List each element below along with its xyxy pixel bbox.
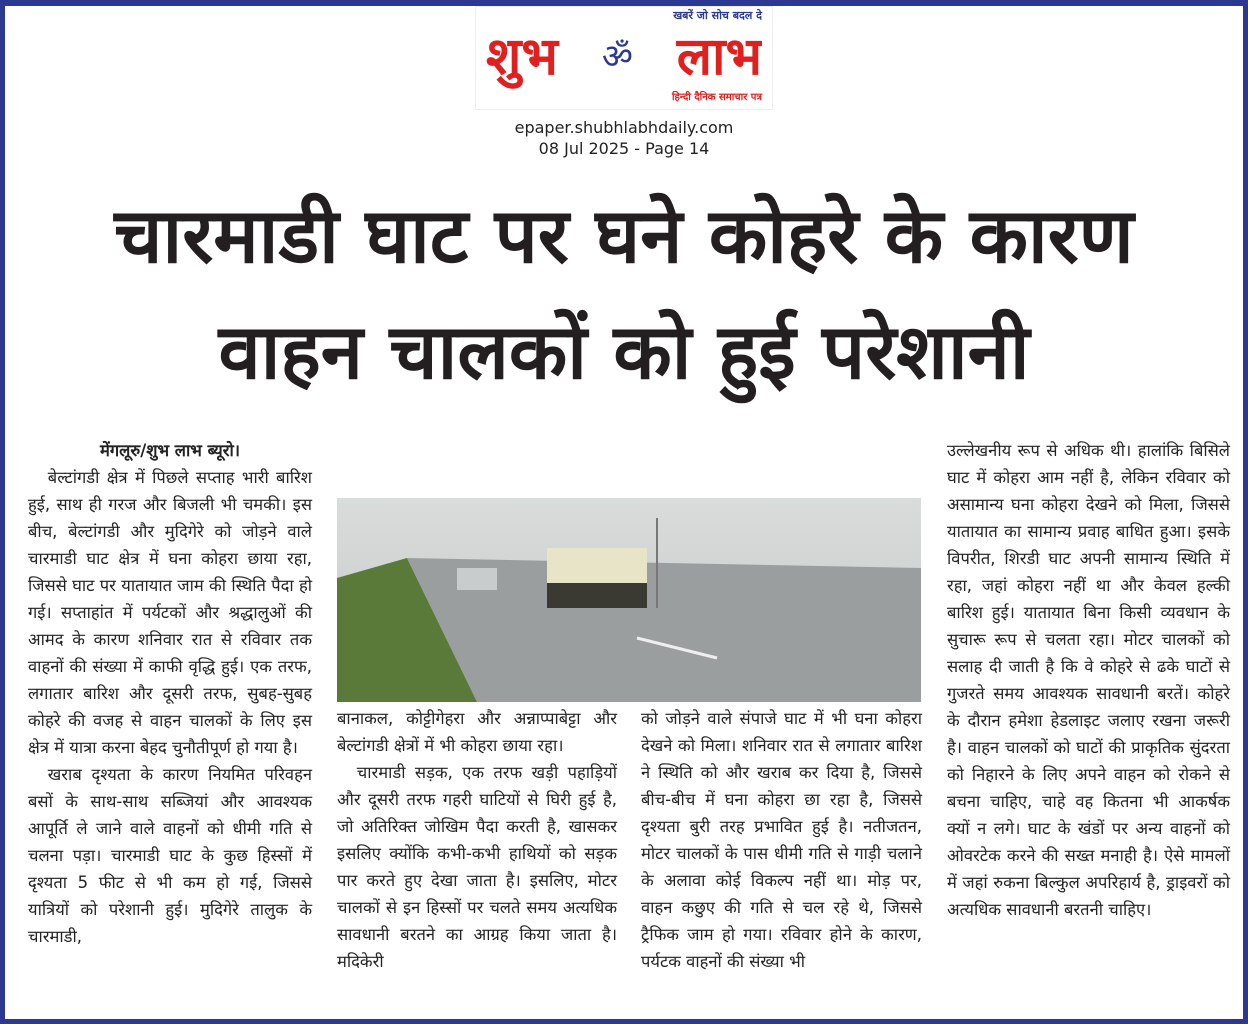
paragraph: खराब दृश्यता के कारण नियमित परिवहन बसों के साथ-साथ सब्जियां और आवश्यक आपूर्ति ले जाने वाले वाहनों को धीमी गति से चलना पड़ा। चारमाडी घाट के कुछ हिस्सों में दृश्यता 5 फीट से भी कम हो गई, जिससे यात्रियों को परेशानी हुई। मुदिगेरे तालुक के चारमाडी, (28, 765, 312, 946)
headline-line-1: चारमाडी घाट पर घने कोहरे के कारण (114, 191, 1134, 280)
headline (20, 178, 1228, 410)
subtagline: हिन्दी दैनिक समाचार पत्र (671, 92, 762, 103)
logo-word-left: शुभ (486, 26, 558, 87)
logo-row (486, 23, 762, 91)
ganesh-icon: ॐ (601, 37, 633, 77)
dateline: मेंगलूरु/शुभ लाभ ब्यूरो। (100, 441, 240, 460)
masthead-logo (475, 6, 773, 110)
column-2 (337, 705, 617, 975)
column-3 (641, 705, 922, 975)
paragraph: को जोड़ने वाले संपाजे घाट में भी घना कोहरा देखने को मिला। शनिवार रात से लगातार बारिश ने स्थिति को और खराब कर दिया है, जिससे बीच-बीच में घना कोहरा छा रहा है, जिससे दृश्यता बुरी तरह प्रभावित हुई है। नतीजतन, मोटर चालकों के पास धीमी गति से गाड़ी चलाने के अलावा कोई विकल्प नहीं था। मोड़ पर, वाहन कछुए की गति से चल रहे थे, जिससे ट्रैफिक जाम हो गया। रविवार होने के कारण, पर्यटक वाहनों की संख्या भी (641, 709, 922, 971)
column-1 (28, 437, 312, 950)
paragraph: बानाकल, कोट्टीगेहरा और अन्नाप्पाबेट्टा और बेल्टांगडी क्षेत्रों में भी कोहरा छाया रहा। (337, 709, 617, 755)
column-4 (947, 437, 1230, 923)
epaper-url: epaper.shubhlabhdaily.com (514, 118, 734, 137)
paragraph: चारमाडी सड़क, एक तरफ खड़ी पहाड़ियों और दूसरी तरफ गहरी घाटियों से घिरी हुई है, जो अतिरिक्त जोखिम पैदा करती है, खासकर इसलिए क्योंकि कभी-कभी हाथियों को सड़क पार करते हुए देखा जाता है। इसलिए, मोटर चालकों से इन हिस्सों पर चलते समय अत्यधिक सावधानी बरतने का आग्रह किया जाता है। मदिकेरी (337, 763, 617, 971)
tagline: खबरें जो सोच बदल दे (673, 9, 762, 22)
date-page: 08 Jul 2025 - Page 14 (538, 139, 710, 158)
paragraph: उल्लेखनीय रूप से अधिक थी। हालांकि बिसिले घाट में कोहरा आम नहीं है, लेकिन रविवार को असामान्य घना कोहरा देखने को मिला, जिससे यातायात का सामान्य प्रवाह बाधित हुआ। इसके विपरीत, शिरडी घाट अपनी सामान्य स्थिति में रहा, जहां कोहरा नहीं था और केवल हल्की बारिश हुई। यातायात बिना किसी व्यवधान के सुचारू रूप से चलता रहा। मोटर चालकों को सलाह दी जाती है कि वे कोहरे से ढके घाटों से गुजरते समय आवश्यक सावधानी बरतें। कोहरे के दौरान हमेशा हेडलाइट जलाए रखना जरूरी है। वाहन चालकों को घाटों की प्राकृतिक सुंदरता को निहारने के लिए अपने वाहन को रोकने से बचना चाहिए, चाहे वह कितना भी आकर्षक क्यों न लगे। घाट के खंडों पर अन्य वाहनों को ओवरटेक करने की सख्त मनाही है। ऐसे मामलों में जहां रुकना बिल्कुल अपरिहार्य है, ड्राइवरों को अत्यधिक सावधानी बरतनी चाहिए। (947, 441, 1230, 919)
headline-line-2: वाहन चालकों को हुई परेशानी (218, 307, 1030, 396)
paragraph: बेल्टांगडी क्षेत्र में पिछले सप्ताह भारी बारिश हुई, साथ ही गरज और बिजली भी चमकी। इस बीच, बेल्टांगडी और मुदिगेरे को जोड़ने वाले चारमाडी घाट क्षेत्र में घना कोहरा छाया रहा, जिससे घाट पर यातायात जाम की स्थिति पैदा हो गई। सप्ताहांत में पर्यटकों और श्रद्धालुओं की आमद के कारण शनिवार रात से रविवार तक वाहनों की संख्या में काफी वृद्धि हुई। एक तरफ, लगातार बारिश और दूसरी तरफ, सुबह-सुबह कोहरे की वजह से वाहन चालकों के लिए इस क्षेत्र में यात्रा करना बेहद चुनौतीपूर्ण हो गया है। (28, 468, 312, 757)
logo-word-right: लाभ (676, 26, 762, 87)
news-photo-foggy-road (337, 498, 921, 702)
